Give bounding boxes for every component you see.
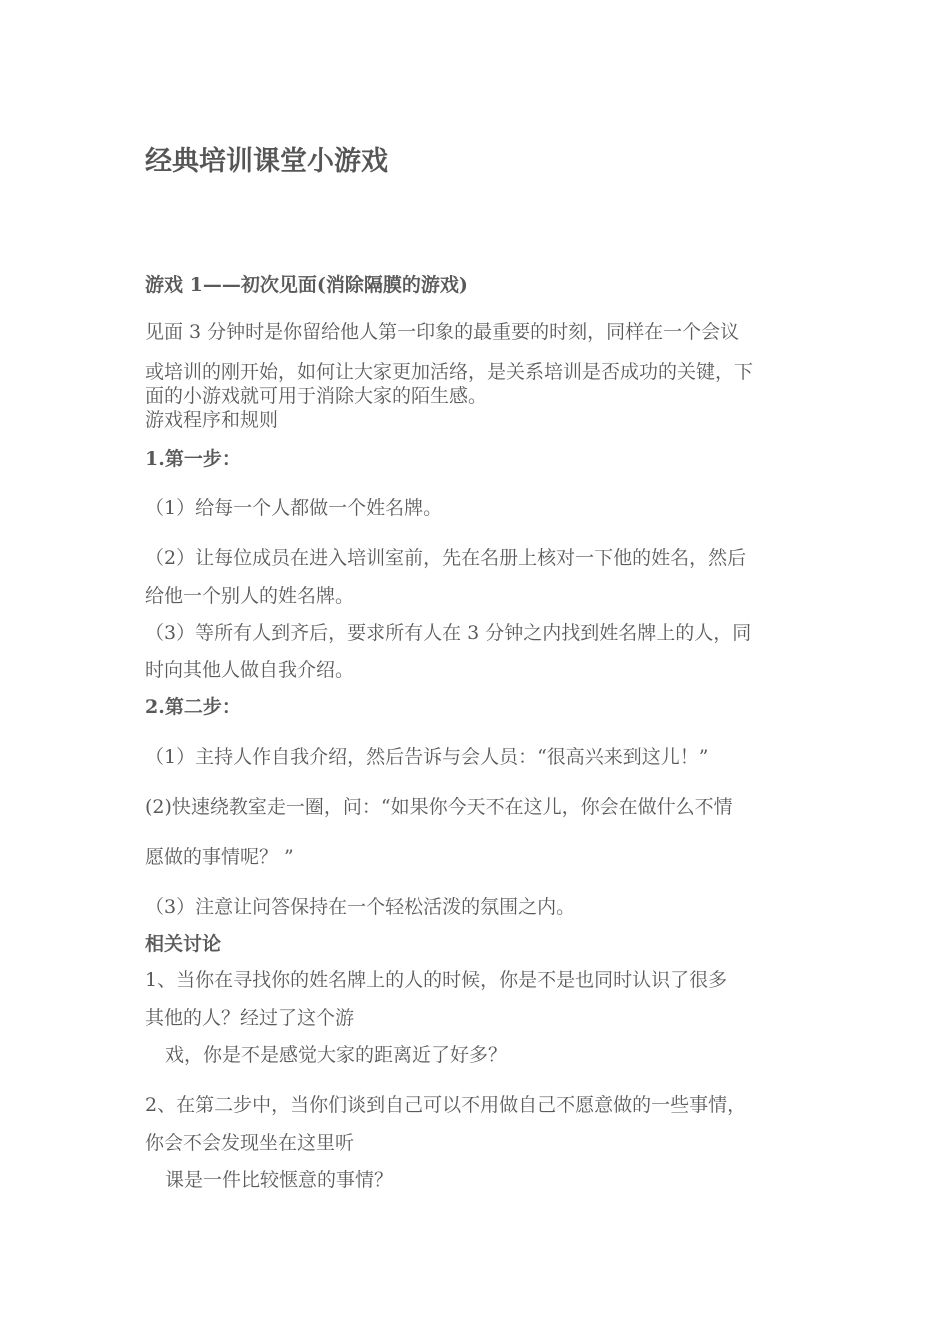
intro-line-3: 面的小游戏就可用于消除大家的陌生感。 xyxy=(145,385,488,407)
discussion-q2-line-1: 2、在第二步中，当你们谈到自己可以不用做自己不愿意做的一些事情， xyxy=(145,1094,747,1116)
step1-item-2-line-2: 给他一个别人的姓名牌。 xyxy=(145,585,355,607)
rules-label: 游戏程序和规则 xyxy=(145,409,279,431)
intro-line-2: 或培训的刚开始，如何让大家更加活络，是关系培训是否成功的关键，下 xyxy=(145,361,754,383)
step1-item-3-line-1: （3）等所有人到齐后，要求所有人在 3 分钟之内找到姓名牌上的人，同 xyxy=(145,622,752,644)
step2-item-3: （3）注意让问答保持在一个轻松活泼的氛围之内。 xyxy=(145,896,576,918)
discussion-q1-line-3: 戏，你是不是感觉大家的距离近了好多？ xyxy=(165,1044,508,1066)
step1-item-3-line-2: 时向其他人做自我介绍。 xyxy=(145,659,355,681)
discussion-q2-line-2: 你会不会发现坐在这里听 xyxy=(145,1132,355,1154)
step2-heading: 2.第二步： xyxy=(145,696,241,718)
discussion-q1-line-1: 1、当你在寻找你的姓名牌上的人的时候，你是不是也同时认识了很多 xyxy=(145,969,728,991)
document-title: 经典培训课堂小游戏 xyxy=(145,146,388,177)
step2-item-2-line-2: 愿做的事情呢？ ” xyxy=(145,846,294,868)
discussion-q2-line-3: 课是一件比较惬意的事情？ xyxy=(165,1169,394,1191)
step1-item-2-line-1: （2）让每位成员在进入培训室前，先在名册上核对一下他的姓名，然后 xyxy=(145,547,747,569)
discussion-q1-line-2: 其他的人？经过了这个游 xyxy=(145,1007,355,1029)
step2-item-2-line-1: (2)快速绕教室走一圈，问：“如果你今天不在这儿，你会在做什么不情 xyxy=(145,796,733,818)
intro-line-1: 见面 3 分钟时是你留给他人第一印象的最重要的时刻，同样在一个会议 xyxy=(145,321,740,343)
step1-item-1: （1）给每一个人都做一个姓名牌。 xyxy=(145,497,443,519)
game1-heading: 游戏 1——初次见面(消除隔膜的游戏) xyxy=(145,274,468,296)
step2-item-1: （1）主持人作自我介绍，然后告诉与会人员：“很高兴来到这儿！” xyxy=(145,746,709,768)
discussion-heading: 相关讨论 xyxy=(145,933,222,955)
step1-heading: 1.第一步： xyxy=(145,448,241,470)
